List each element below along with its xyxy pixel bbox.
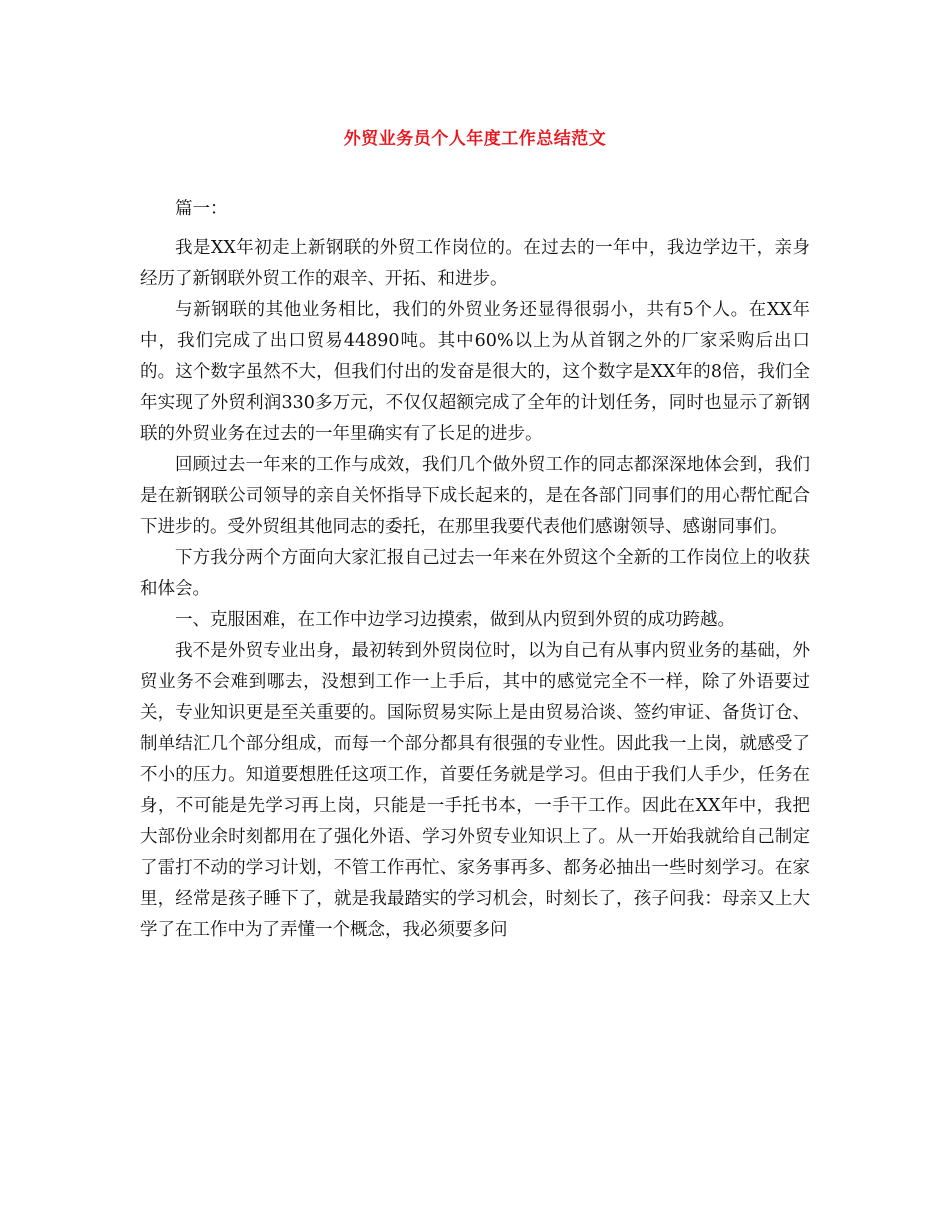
paragraph: 回顾过去一年来的工作与成效，我们几个做外贸工作的同志都深深地体会到，我们是在新钢联公司领导的亲自关怀指导下成长起来的，是在各部门同事们的用心帮忙配合下进步的。受外贸组其他同志的委托，在那里我要代表他们感谢领导、感谢同事们。 <box>140 455 810 537</box>
section-heading: 一、克服困难，在工作中边学习边摸索，做到从内贸到外贸的成功跨越。 <box>175 610 735 630</box>
paragraph: 下方我分两个方面向大家汇报自己过去一年来在外贸这个全新的工作岗位上的收获和体会。 <box>140 548 810 599</box>
section-label: 篇一： <box>175 199 228 219</box>
paragraph: 与新钢联的其他业务相比，我们的外贸业务还显得很弱小，共有5个人。在XX年中，我们完成了出口贸易44890吨。其中60%以上为从首钢之外的厂家采购后出口的。这个数字虽然不大，但我们付出的发奋是很大的，这个数字是XX年的8倍，我们全年实现了外贸利润330多万元，不仅仅超额完成了全年的计划任务，同时也显示了新钢联的外贸业务在过去的一年里确实有了长足的进步。 <box>140 300 810 444</box>
paragraph: 我不是外贸专业出身，最初转到外贸岗位时，以为自己有从事内贸业务的基础，外贸业务不会难到哪去，没想到工作一上手后，其中的感觉完全不一样，除了外语要过关，专业知识更是至关重要的。国际贸易实际上是由贸易洽谈、签约审证、备货订仓、制单结汇几个部分组成，而每一个部分都具有很强的专业性。因此我一上岗，就感受了不小的压力。知道要想胜任这项工作，首要任务就是学习。但由于我们人手少，任务在身，不可能是先学习再上岗，只能是一手托书本，一手干工作。因此在XX年中，我把大部份业余时刻都用在了强化外语、学习外贸专业知识上了。从一开始我就给自己制定了雷打不动的学习计划，不管工作再忙、家务事再多、都务必抽出一些时刻学习。在家里，经常是孩子睡下了，就是我最踏实的学习机会，时刻长了，孩子问我：母亲又上大学了在工作中为了弄懂一个概念，我必须要多问 <box>140 641 810 940</box>
paragraph: 我是XX年初走上新钢联的外贸工作岗位的。在过去的一年中，我边学边干，亲身经历了新钢联外贸工作的艰辛、开拓、和进步。 <box>140 238 810 289</box>
document-body <box>140 194 810 946</box>
document-title: 外贸业务员个人年度工作总结范文 <box>343 129 607 149</box>
